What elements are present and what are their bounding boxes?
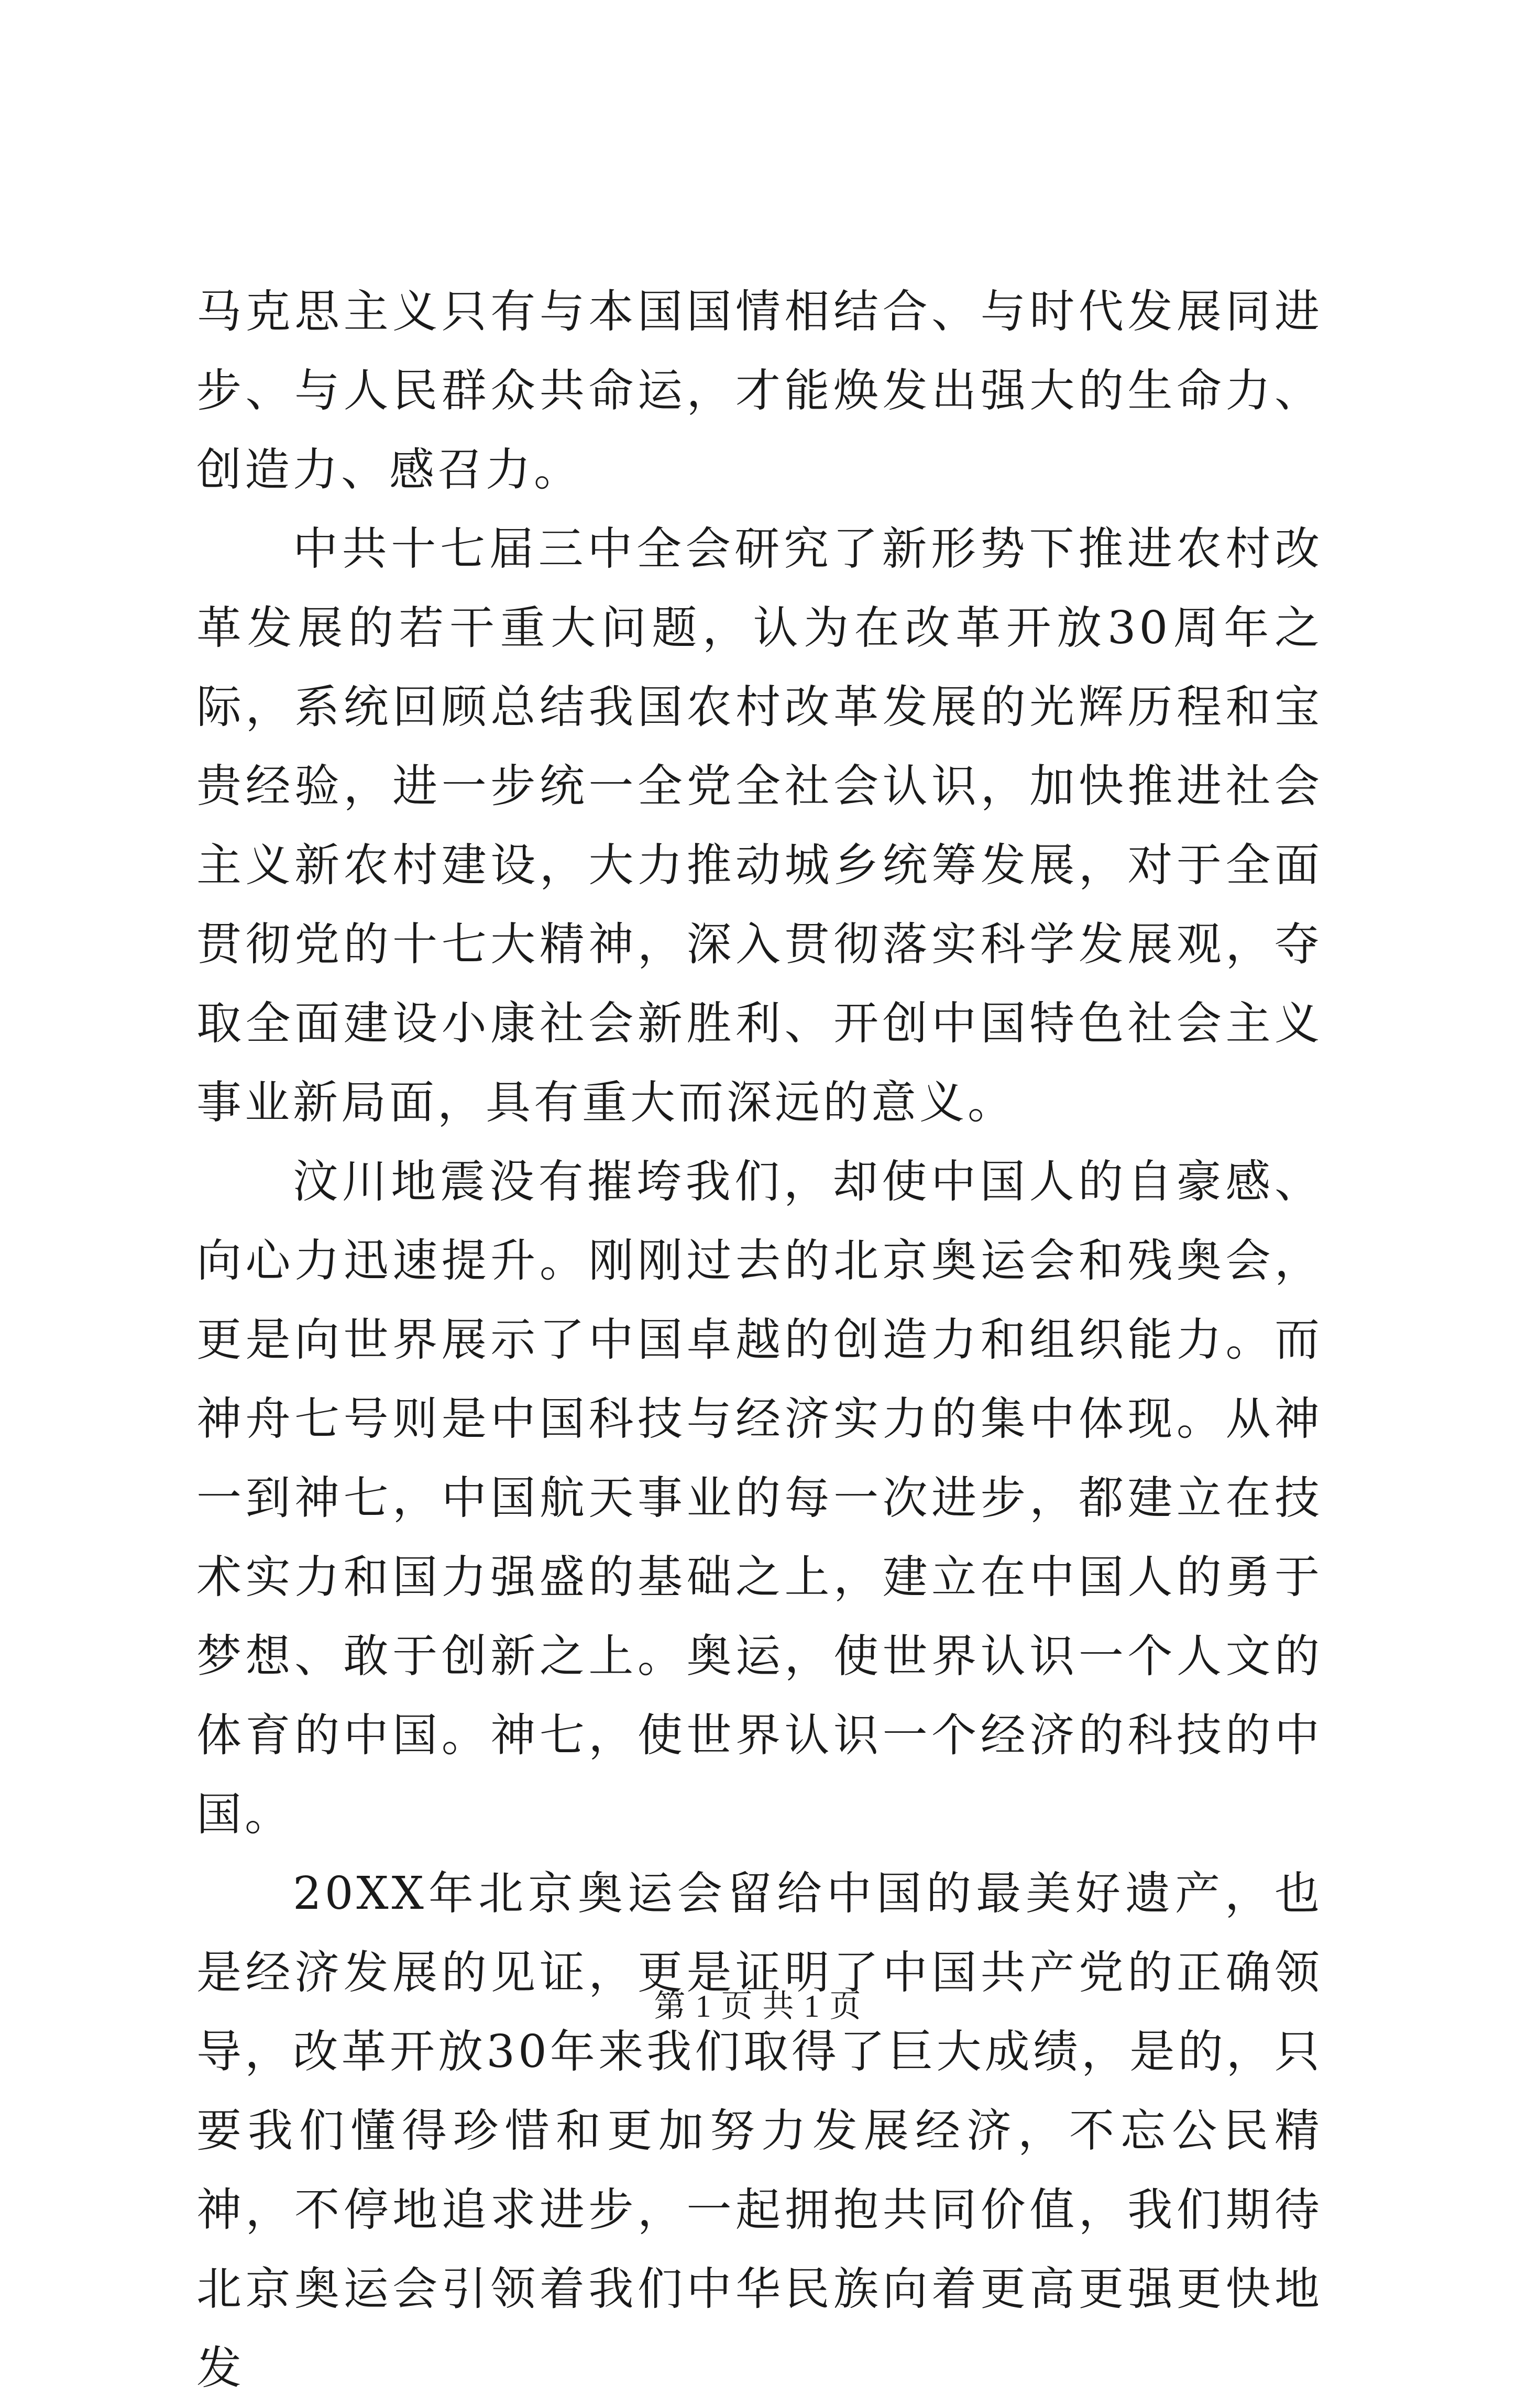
document-body	[196, 272, 1323, 2408]
paragraph-3: 汶川地震没有摧垮我们，却使中国人的自豪感、向心力迅速提升。刚刚过去的北京奥运会和残奥会，更是向世界展示了中国卓越的创造力和组织能力。而神舟七号则是中国科技与经济实力的集中体现。从神一到神七，中国航天事业的每一次进步，都建立在技术实力和国力强盛的基础之上，建立在中国人的勇于梦想、敢于创新之上。奥运，使世界认识一个人文的体育的中国。神七，使世界认识一个经济的科技的中国。	[196, 1156, 1323, 1841]
paragraph-2: 中共十七届三中全会研究了新形势下推进农村改革发展的若干重大问题，认为在改革开放30周年之际，系统回顾总结我国农村改革发展的光辉历程和宝贵经验，进一步统一全党全社会认识，加快推进社会主义新农村建设，大力推动城乡统筹发展，对于全面贯彻党的十七大精神，深入贯彻落实科学发展观，夺取全面建设小康社会新胜利、开创中国特色社会主义事业新局面，具有重大而深远的意义。	[196, 523, 1323, 1129]
page-footer: 第 1 页 共 1 页	[654, 1989, 862, 2024]
paragraph-4: 20XX年北京奥运会留给中国的最美好遗产，也是经济发展的见证，更是证明了中国共产党的正确领导，改革开放30年来我们取得了巨大成绩，是的，只要我们懂得珍惜和更加努力发展经济，不忘公民精神，不停地追求进步，一起拥抱共同价值，我们期待北京奥运会引领着我们中华民族向着更高更强更快地发	[196, 1867, 1323, 2394]
paragraph-1: 马克思主义只有与本国国情相结合、与时代发展同进步、与人民群众共命运，才能焕发出强大的生命力、创造力、感召力。	[196, 285, 1323, 496]
